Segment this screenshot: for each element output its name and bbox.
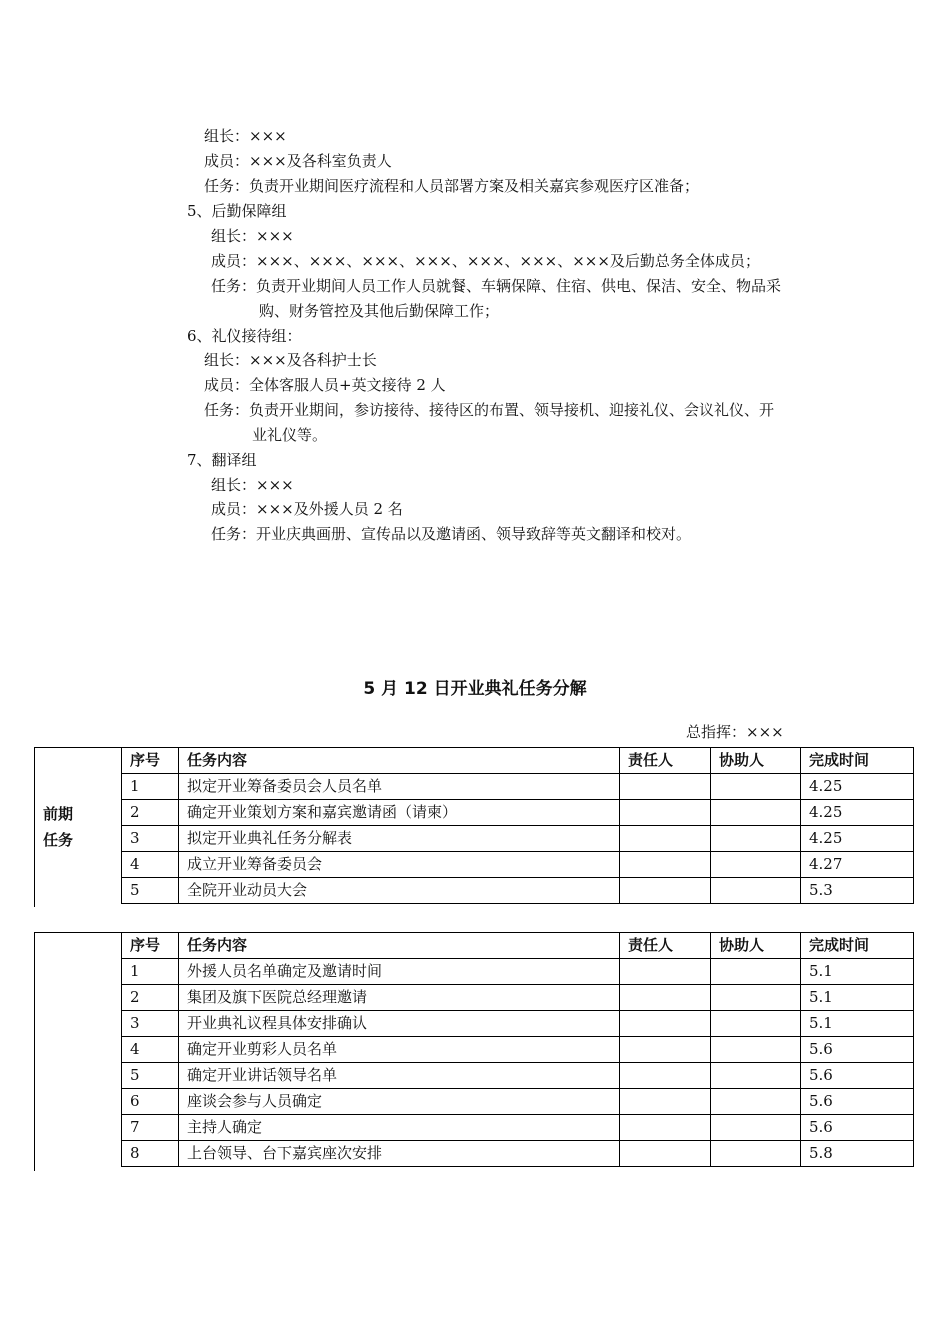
text-line: 业礼仪等。 (252, 426, 328, 444)
row-index: 3 (122, 1011, 179, 1037)
deadline-cell: 5.6 (801, 1037, 914, 1063)
section-heading: 5、后勤保障组 (187, 202, 287, 220)
commander-label: 总指挥：××× (686, 723, 784, 741)
responsible-cell (620, 878, 711, 904)
row-index: 6 (122, 1089, 179, 1115)
table-row (122, 959, 914, 985)
row-index: 4 (122, 852, 179, 878)
assistant-cell (711, 774, 801, 800)
task-table-preparation (121, 932, 914, 1167)
assistant-cell (711, 1011, 801, 1037)
task-content: 拟定开业筹备委员会人员名单 (179, 774, 620, 800)
section-heading: 7、翻译组 (187, 451, 257, 469)
section-label-line: 前期 (43, 805, 74, 823)
row-index: 1 (122, 774, 179, 800)
table-row (122, 985, 914, 1011)
assistant-cell (711, 1089, 801, 1115)
deadline-cell: 5.3 (801, 878, 914, 904)
deadline-cell: 5.1 (801, 959, 914, 985)
header-cell: 责任人 (620, 933, 711, 959)
row-index: 5 (122, 1063, 179, 1089)
table-row (122, 1141, 914, 1167)
table-row (122, 1011, 914, 1037)
task-content: 外援人员名单确定及邀请时间 (179, 959, 620, 985)
text-line: 任务：负责开业期间，参访接待、接待区的布置、领导接机、迎接礼仪、会议礼仪、开 (204, 401, 775, 419)
text-line: 成员：×××、×××、×××、×××、×××、×××、×××及后勤总务全体成员； (211, 252, 760, 270)
text-line: 组长：×××及各科护士长 (204, 351, 377, 369)
header-cell: 完成时间 (801, 748, 914, 774)
header-cell: 任务内容 (179, 748, 620, 774)
header-cell: 任务内容 (179, 933, 620, 959)
table-row (122, 774, 914, 800)
deadline-cell: 5.8 (801, 1141, 914, 1167)
deadline-cell: 4.25 (801, 826, 914, 852)
header-cell: 完成时间 (801, 933, 914, 959)
assistant-cell (711, 959, 801, 985)
assistant-cell (711, 1115, 801, 1141)
task-content: 座谈会参与人员确定 (179, 1089, 620, 1115)
deadline-cell: 5.1 (801, 985, 914, 1011)
text-line: 组长：××× (211, 476, 294, 494)
task-table-preliminary (121, 747, 914, 904)
responsible-cell (620, 1141, 711, 1167)
table-row (122, 826, 914, 852)
text-line: 任务：负责开业期间人员工作人员就餐、车辆保障、住宿、供电、保洁、安全、物品采 (211, 277, 782, 295)
row-index: 3 (122, 826, 179, 852)
task-content: 成立开业筹备委员会 (179, 852, 620, 878)
assistant-cell (711, 800, 801, 826)
table-row (122, 800, 914, 826)
header-cell: 责任人 (620, 748, 711, 774)
text-line: 成员：全体客服人员+英文接待 2 人 (204, 376, 446, 394)
responsible-cell (620, 985, 711, 1011)
text-line: 组长：××× (211, 227, 294, 245)
deadline-cell: 4.27 (801, 852, 914, 878)
assistant-cell (711, 1141, 801, 1167)
row-index: 1 (122, 959, 179, 985)
deadline-cell: 4.25 (801, 774, 914, 800)
task-content: 主持人确定 (179, 1115, 620, 1141)
assistant-cell (711, 878, 801, 904)
assistant-cell (711, 1037, 801, 1063)
deadline-cell: 5.6 (801, 1089, 914, 1115)
table-row (122, 1063, 914, 1089)
assistant-cell (711, 852, 801, 878)
page-title: 5 月 12 日开业典礼任务分解 (363, 679, 587, 699)
table-header-row (122, 748, 914, 774)
table-row (122, 1089, 914, 1115)
row-index: 5 (122, 878, 179, 904)
text-line: 组长：××× (204, 127, 287, 145)
task-content: 确定开业策划方案和嘉宾邀请函（请柬） (179, 800, 620, 826)
text-line: 成员：×××及外援人员 2 名 (211, 500, 403, 518)
responsible-cell (620, 959, 711, 985)
text-line: 成员：×××及各科室负责人 (204, 152, 392, 170)
table-row (122, 1115, 914, 1141)
row-index: 8 (122, 1141, 179, 1167)
section-left-border (34, 932, 122, 1171)
responsible-cell (620, 1089, 711, 1115)
deadline-cell: 5.6 (801, 1115, 914, 1141)
text-line: 购、财务管控及其他后勤保障工作； (259, 302, 500, 320)
task-content: 开业典礼议程具体安排确认 (179, 1011, 620, 1037)
table-row (122, 852, 914, 878)
responsible-cell (620, 800, 711, 826)
table-header-row (122, 933, 914, 959)
responsible-cell (620, 1011, 711, 1037)
assistant-cell (711, 1063, 801, 1089)
header-cell: 序号 (122, 748, 179, 774)
header-cell: 协助人 (711, 748, 801, 774)
table-row (122, 878, 914, 904)
deadline-cell: 4.25 (801, 800, 914, 826)
task-content: 确定开业剪彩人员名单 (179, 1037, 620, 1063)
assistant-cell (711, 826, 801, 852)
responsible-cell (620, 852, 711, 878)
responsible-cell (620, 1037, 711, 1063)
header-cell: 序号 (122, 933, 179, 959)
section-label (43, 801, 103, 853)
responsible-cell (620, 1063, 711, 1089)
header-cell: 协助人 (711, 933, 801, 959)
task-content: 拟定开业典礼任务分解表 (179, 826, 620, 852)
row-index: 7 (122, 1115, 179, 1141)
deadline-cell: 5.1 (801, 1011, 914, 1037)
assistant-cell (711, 985, 801, 1011)
section-label-line: 任务 (43, 831, 74, 849)
section-heading: 6、礼仪接待组： (187, 327, 302, 345)
responsible-cell (620, 1115, 711, 1141)
task-content: 确定开业讲话领导名单 (179, 1063, 620, 1089)
row-index: 2 (122, 985, 179, 1011)
task-content: 集团及旗下医院总经理邀请 (179, 985, 620, 1011)
row-index: 2 (122, 800, 179, 826)
responsible-cell (620, 826, 711, 852)
table-row (122, 1037, 914, 1063)
responsible-cell (620, 774, 711, 800)
task-content: 上台领导、台下嘉宾座次安排 (179, 1141, 620, 1167)
text-line: 任务：开业庆典画册、宣传品以及邀请函、领导致辞等英文翻译和校对。 (211, 525, 692, 543)
deadline-cell: 5.6 (801, 1063, 914, 1089)
task-content: 全院开业动员大会 (179, 878, 620, 904)
text-line: 任务：负责开业期间医疗流程和人员部署方案及相关嘉宾参观医疗区准备； (204, 177, 700, 195)
row-index: 4 (122, 1037, 179, 1063)
